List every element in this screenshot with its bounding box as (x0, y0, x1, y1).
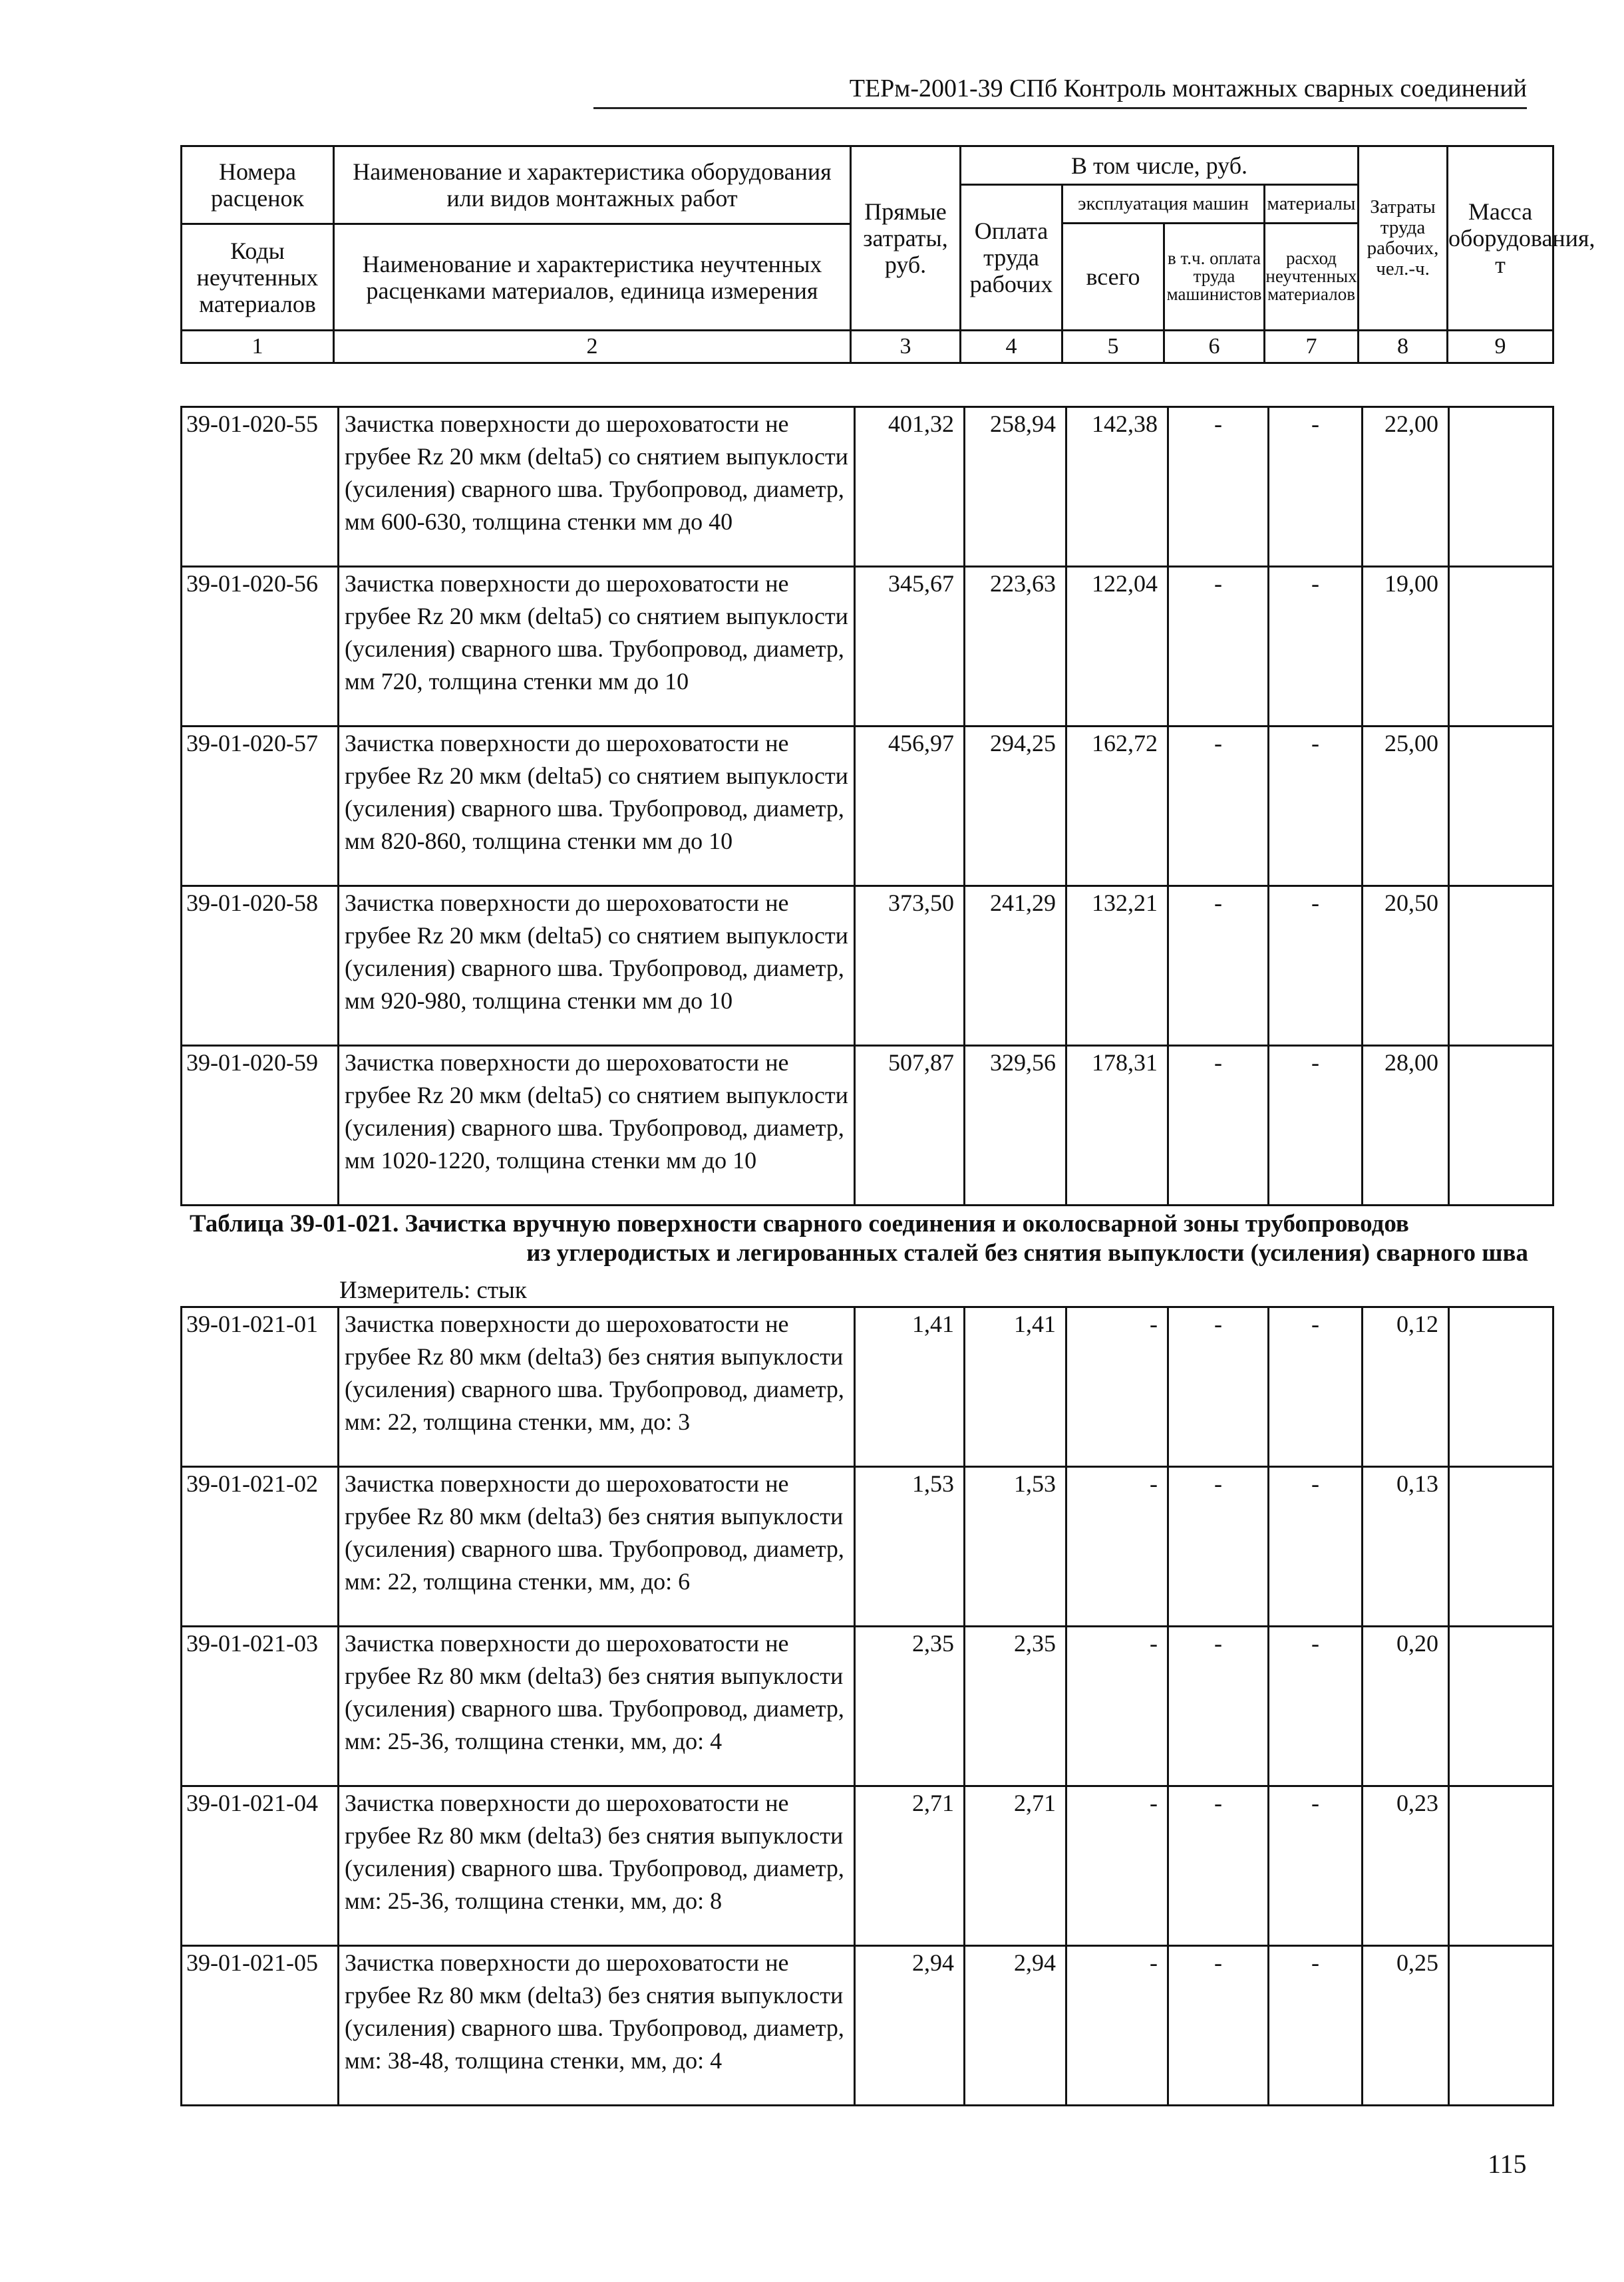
labor-hours: 28,00 (1363, 1046, 1449, 1206)
header-machines: эксплуатация машин (1062, 185, 1265, 224)
rate-code: 39-01-021-02 (182, 1467, 339, 1627)
unaccounted-materials: - (1269, 567, 1363, 727)
labor-hours: 22,00 (1363, 407, 1449, 567)
direct-costs: 401,32 (855, 407, 965, 567)
rates-table-021 (180, 1306, 1554, 2106)
equipment-mass (1449, 1786, 1553, 1946)
table-row (182, 1946, 1553, 2106)
direct-costs: 507,87 (855, 1046, 965, 1206)
table-row (182, 1786, 1553, 1946)
labor-hours: 0,25 (1363, 1946, 1449, 2106)
header-equipment-mass: Масса оборудования, т (1448, 146, 1553, 331)
rate-description-text: Зачистка поверхности до шероховатости не грубее Rz 80 мкм (delta3) без снятия выпуклости (усиления) сварного шва. Трубопровод, диаметр, мм: 22, толщина стенки, мм, до: 3 (345, 1311, 844, 1435)
machinists-pay: - (1168, 727, 1269, 886)
labor-hours: 19,00 (1363, 567, 1449, 727)
table-row (182, 727, 1553, 886)
rate-description-text: Зачистка поверхности до шероховатости не грубее Rz 80 мкм (delta3) без снятия выпуклости (усиления) сварного шва. Трубопровод, диаметр, мм: 25-36, толщина стенки, мм, до: 8 (345, 1790, 844, 1914)
machines-total: 122,04 (1066, 567, 1168, 727)
rate-code: 39-01-020-58 (182, 886, 339, 1046)
machines-total: 132,21 (1066, 886, 1168, 1046)
header-materials: материалы (1265, 185, 1359, 224)
col-number: 1 (182, 331, 334, 363)
direct-costs: 373,50 (855, 886, 965, 1046)
rate-code: 39-01-021-03 (182, 1627, 339, 1786)
labor-hours: 0,20 (1363, 1627, 1449, 1786)
direct-costs: 1,41 (855, 1307, 965, 1467)
labor-pay: 294,25 (965, 727, 1066, 886)
machines-total: - (1066, 1946, 1168, 2106)
col-number: 3 (851, 331, 961, 363)
header-labor-pay: Оплата труда рабочих (961, 185, 1062, 331)
unaccounted-materials: - (1269, 1627, 1363, 1786)
rate-description-text: Зачистка поверхности до шероховатости не грубее Rz 20 мкм (delta5) со снятием выпуклости (усиления) сварного шва. Трубопровод, диаметр, мм 720, толщина стенки мм до 10 (345, 570, 848, 695)
direct-costs: 345,67 (855, 567, 965, 727)
rate-description-text: Зачистка поверхности до шероховатости не грубее Rz 20 мкм (delta5) со снятием выпуклости (усиления) сварного шва. Трубопровод, диаметр, мм 1020-1220, толщина стенки мм до 10 (345, 1049, 848, 1174)
column-header-table (180, 145, 1595, 364)
rate-description (339, 886, 855, 1046)
rate-code: 39-01-020-56 (182, 567, 339, 727)
rate-description (339, 1786, 855, 1946)
direct-costs: 2,35 (855, 1627, 965, 1786)
equipment-mass (1449, 1946, 1553, 2106)
labor-hours: 0,12 (1363, 1307, 1449, 1467)
machinists-pay: - (1168, 1786, 1269, 1946)
equipment-mass (1449, 727, 1553, 886)
machinists-pay: - (1168, 1467, 1269, 1627)
labor-pay: 1,41 (965, 1307, 1066, 1467)
col-number: 4 (961, 331, 1062, 363)
table-row (182, 407, 1553, 567)
rate-description-text: Зачистка поверхности до шероховатости не грубее Rz 80 мкм (delta3) без снятия выпуклости (усиления) сварного шва. Трубопровод, диаметр, мм: 25-36, толщина стенки, мм, до: 4 (345, 1630, 844, 1754)
labor-hours: 0,13 (1363, 1467, 1449, 1627)
table-row (182, 886, 1553, 1046)
unaccounted-materials: - (1269, 1046, 1363, 1206)
machinists-pay: - (1168, 1307, 1269, 1467)
direct-costs: 456,97 (855, 727, 965, 886)
rate-description (339, 727, 855, 886)
equipment-mass (1449, 407, 1553, 567)
rate-description (339, 1467, 855, 1627)
col-number: 6 (1164, 331, 1265, 363)
equipment-mass (1449, 1307, 1553, 1467)
rate-code: 39-01-020-57 (182, 727, 339, 886)
rate-description (339, 1307, 855, 1467)
unaccounted-materials: - (1269, 1786, 1363, 1946)
header-rate-numbers: Номера расценок (182, 146, 334, 224)
labor-pay: 241,29 (965, 886, 1066, 1046)
equipment-mass (1449, 886, 1553, 1046)
header-machines-total: всего (1062, 223, 1164, 331)
rate-description (339, 1046, 855, 1206)
equipment-mass (1449, 1627, 1553, 1786)
machines-total: - (1066, 1786, 1168, 1946)
page-number: 115 (1488, 2149, 1527, 2179)
labor-pay: 2,35 (965, 1627, 1066, 1786)
table-row (182, 1467, 1553, 1627)
labor-hours: 20,50 (1363, 886, 1449, 1046)
section-title-line2: из углеродистых и легированных сталей без снятия выпуклости (усиления) сварного шва (526, 1239, 1528, 1267)
table-row (182, 1627, 1553, 1786)
machinists-pay: - (1168, 886, 1269, 1046)
header-labor-hours: Затраты труда рабочих, чел.-ч. (1359, 146, 1448, 331)
labor-pay: 1,53 (965, 1467, 1066, 1627)
col-number: 2 (334, 331, 851, 363)
equipment-mass (1449, 567, 1553, 727)
labor-hours: 25,00 (1363, 727, 1449, 886)
machines-total: 178,31 (1066, 1046, 1168, 1206)
col-number: 9 (1448, 331, 1553, 363)
section-title (190, 1210, 1553, 1268)
section-title-line1: Таблица 39-01-021. Зачистка вручную поверхности сварного соединения и околосварной зоны трубопроводов (190, 1210, 1409, 1237)
rate-code: 39-01-020-55 (182, 407, 339, 567)
direct-costs: 2,94 (855, 1946, 965, 2106)
rates-table-020 (180, 406, 1554, 1206)
labor-pay: 329,56 (965, 1046, 1066, 1206)
running-header: ТЕРм-2001-39 СПб Контроль монтажных сварных соединений (593, 70, 1527, 109)
equipment-mass (1449, 1046, 1553, 1206)
equipment-mass (1449, 1467, 1553, 1627)
unaccounted-materials: - (1269, 407, 1363, 567)
table-row (182, 567, 1553, 727)
machines-total: - (1066, 1307, 1168, 1467)
table-row (182, 1046, 1553, 1206)
rate-description-text: Зачистка поверхности до шероховатости не грубее Rz 80 мкм (delta3) без снятия выпуклости (усиления) сварного шва. Трубопровод, диаметр, мм: 38-48, толщина стенки, мм, до: 4 (345, 1949, 844, 2074)
col-number: 7 (1265, 331, 1359, 363)
machines-total: 142,38 (1066, 407, 1168, 567)
rate-description (339, 1627, 855, 1786)
labor-pay: 223,63 (965, 567, 1066, 727)
col-number: 5 (1062, 331, 1164, 363)
unaccounted-materials: - (1269, 1946, 1363, 2106)
labor-pay: 258,94 (965, 407, 1066, 567)
col-number: 8 (1359, 331, 1448, 363)
machines-total: - (1066, 1627, 1168, 1786)
unaccounted-materials: - (1269, 727, 1363, 886)
rate-code: 39-01-020-59 (182, 1046, 339, 1206)
rate-description-text: Зачистка поверхности до шероховатости не грубее Rz 20 мкм (delta5) со снятием выпуклости (усиления) сварного шва. Трубопровод, диаметр, мм 820-860, толщина стенки мм до 10 (345, 730, 848, 854)
direct-costs: 1,53 (855, 1467, 965, 1627)
header-material-codes: Коды неучтенных материалов (182, 224, 334, 331)
header-work-name: Наименование и характеристика оборудования или видов монтажных работ (334, 146, 851, 224)
rate-code: 39-01-021-01 (182, 1307, 339, 1467)
labor-pay: 2,71 (965, 1786, 1066, 1946)
machinists-pay: - (1168, 1627, 1269, 1786)
unaccounted-materials: - (1269, 1307, 1363, 1467)
machinists-pay: - (1168, 567, 1269, 727)
measure-unit: Измеритель: стык (339, 1277, 527, 1304)
rate-description-text: Зачистка поверхности до шероховатости не грубее Rz 20 мкм (delta5) со снятием выпуклости (усиления) сварного шва. Трубопровод, диаметр, мм 600-630, толщина стенки мм до 40 (345, 410, 848, 535)
rate-description (339, 567, 855, 727)
machinists-pay: - (1168, 1946, 1269, 2106)
labor-hours: 0,23 (1363, 1786, 1449, 1946)
header-unaccounted-materials: расход неучтенных материалов (1265, 223, 1359, 331)
table-row (182, 1307, 1553, 1467)
rate-code: 39-01-021-05 (182, 1946, 339, 2106)
direct-costs: 2,71 (855, 1786, 965, 1946)
rate-code: 39-01-021-04 (182, 1786, 339, 1946)
machinists-pay: - (1168, 407, 1269, 567)
rate-description-text: Зачистка поверхности до шероховатости не грубее Rz 20 мкм (delta5) со снятием выпуклости (усиления) сварного шва. Трубопровод, диаметр, мм 920-980, толщина стенки мм до 10 (345, 890, 848, 1014)
rate-description (339, 407, 855, 567)
machines-total: - (1066, 1467, 1168, 1627)
header-machinists-pay: в т.ч. оплата труда машинистов (1164, 223, 1265, 331)
unaccounted-materials: - (1269, 1467, 1363, 1627)
labor-pay: 2,94 (965, 1946, 1066, 2106)
header-direct-costs: Прямые затраты, руб. (851, 146, 961, 331)
rate-description (339, 1946, 855, 2106)
header-material-name: Наименование и характеристика неучтенных расценками материалов, единица измерения (334, 224, 851, 331)
unaccounted-materials: - (1269, 886, 1363, 1046)
machines-total: 162,72 (1066, 727, 1168, 886)
header-group-title: В том числе, руб. (961, 146, 1359, 185)
rate-description-text: Зачистка поверхности до шероховатости не грубее Rz 80 мкм (delta3) без снятия выпуклости (усиления) сварного шва. Трубопровод, диаметр, мм: 22, толщина стенки, мм, до: 6 (345, 1470, 844, 1595)
machinists-pay: - (1168, 1046, 1269, 1206)
